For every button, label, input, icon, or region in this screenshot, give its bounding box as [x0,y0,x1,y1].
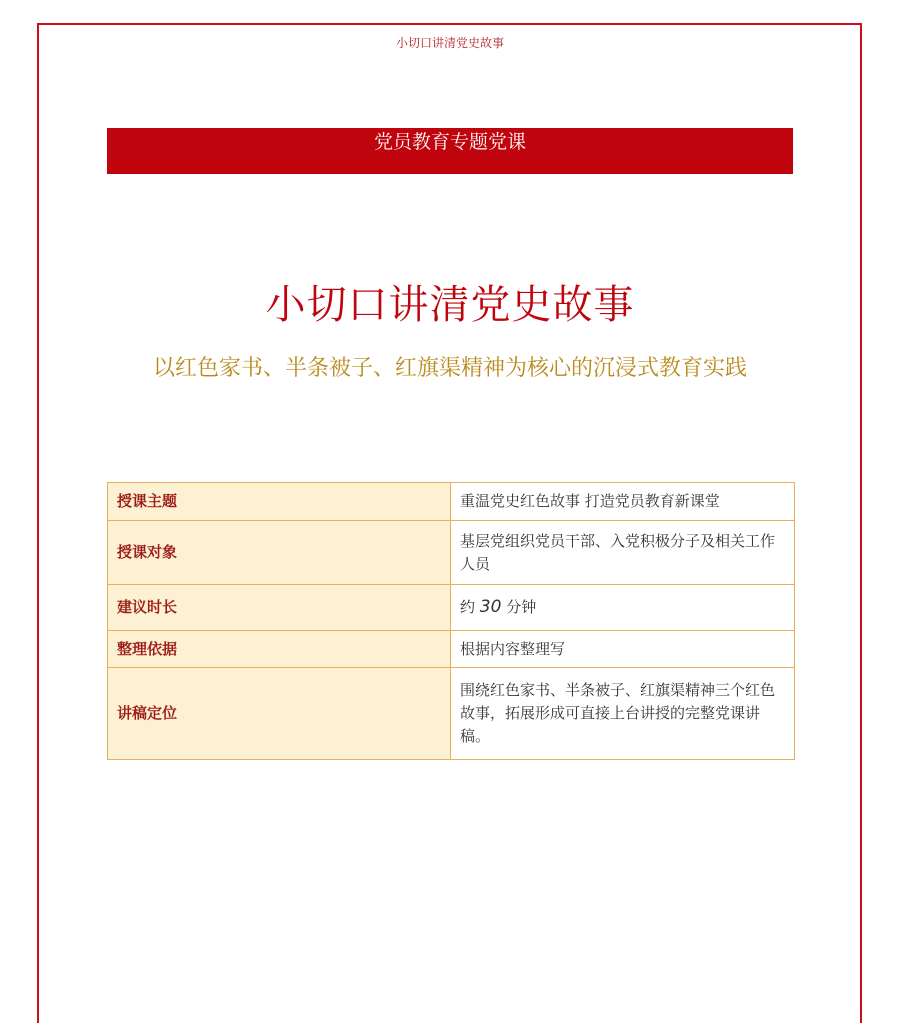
basis-label: 整理依据 [108,631,451,668]
duration-value [451,585,795,631]
positioning-value: 围绕红色家书、半条被子、红旗渠精神三个红色故事，拓展形成可直接上台讲授的完整党课讲稿。 [451,668,795,760]
duration-number: 30 [479,597,502,617]
topic-banner [107,128,793,174]
table-row-audience [108,521,795,585]
positioning-label: 讲稿定位 [108,668,451,760]
audience-value: 基层党组织党员干部、入党积极分子及相关工作人员 [451,521,795,585]
page-title: 小切口讲清党史故事 [265,282,635,328]
audience-label: 授课对象 [108,521,451,585]
topic-label: 授课主题 [108,483,451,521]
banner-text: 党员教育专题党课 [373,131,526,153]
table-row-positioning [108,668,795,760]
duration-prefix: 约 [460,598,480,616]
info-table [107,482,795,760]
page-subtitle: 以红色家书、半条被子、红旗渠精神为核心的沉浸式教育实践 [152,356,747,381]
duration-suffix: 分钟 [501,598,537,616]
table-row-topic [108,483,795,521]
table-row-duration [108,585,795,631]
table-row-basis [108,631,795,668]
basis-value: 根据内容整理写 [451,631,795,668]
running-header: 小切口讲清党史故事 [395,36,504,50]
duration-label: 建议时长 [108,585,451,631]
topic-value: 重温党史红色故事 打造党员教育新课堂 [451,483,795,521]
